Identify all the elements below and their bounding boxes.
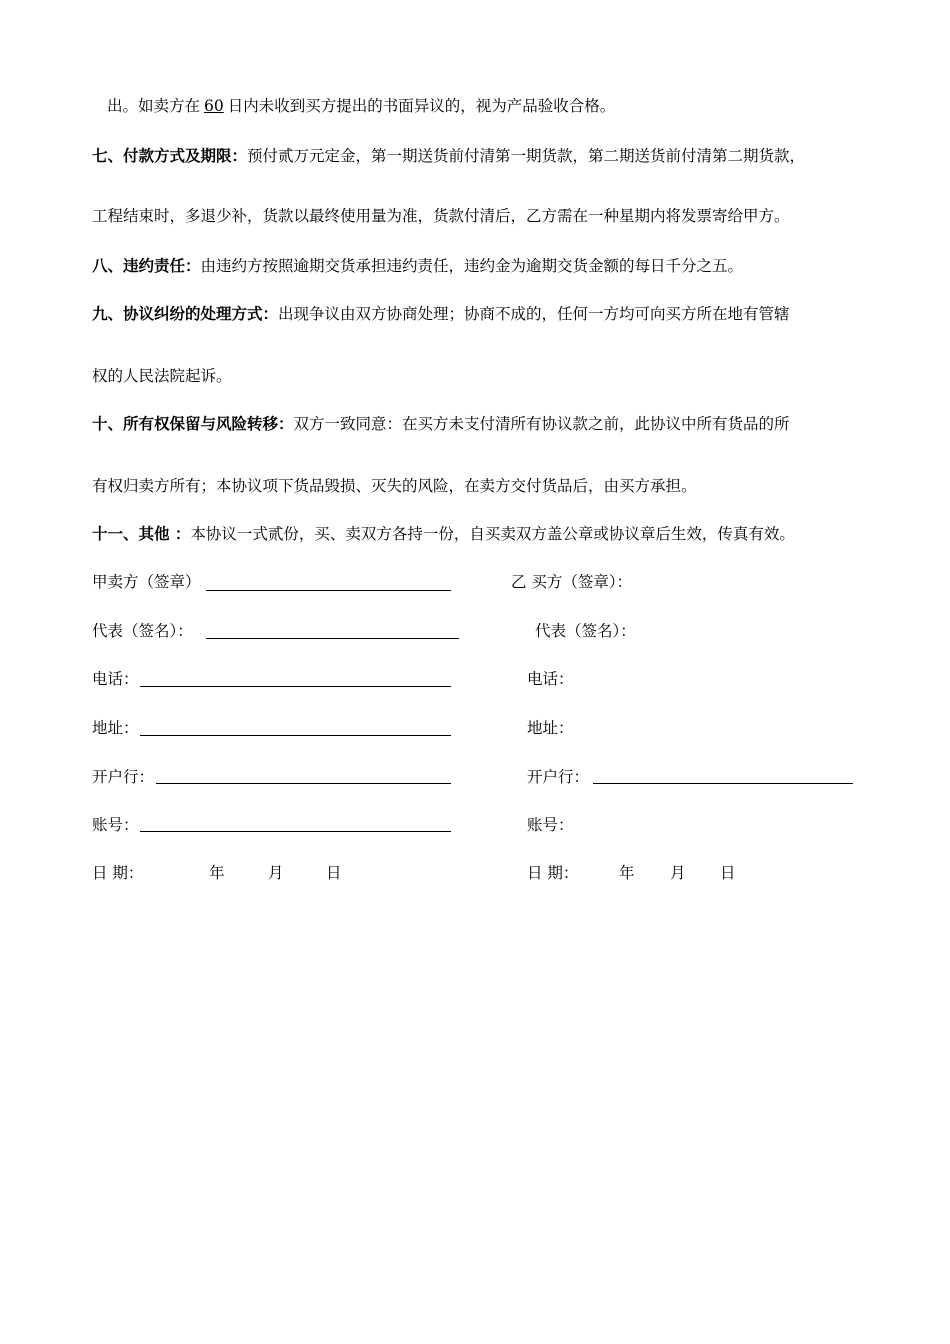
clause-6-text-pre: 出。如卖方在 bbox=[107, 97, 201, 115]
clause-9-text: 出现争议由双方协商处理；协商不成的，任何一方均可向买方所在地有管辖 bbox=[278, 305, 790, 323]
buyer-account-label: 账号： bbox=[527, 816, 574, 834]
clause-10 bbox=[92, 414, 790, 434]
seller-rep-line[interactable] bbox=[206, 638, 459, 639]
acceptance-days-value: 60 bbox=[204, 97, 224, 115]
clause-6-text-post: 日内未收到买方提出的书面异议的，视为产品验收合格。 bbox=[227, 97, 616, 115]
seller-rep-label: 代表（签名）： bbox=[92, 622, 193, 640]
clause-9-heading: 九、协议纠纷的处理方式： bbox=[92, 305, 279, 323]
clause-6-continuation bbox=[107, 96, 615, 116]
clause-8-heading: 八、违约责任： bbox=[92, 257, 201, 275]
clause-11-text: 本协议一式贰份，买、卖双方各持一份，自买卖双方盖公章或协议章后生效，传真有效。 bbox=[190, 525, 795, 543]
buyer-date-day: 日 bbox=[720, 864, 736, 882]
clause-10-text: 双方一致同意：在买方未支付清所有协议款之前，此协议中所有货品的所 bbox=[293, 415, 790, 433]
buyer-signature-label: 乙 买方（签章）： bbox=[511, 573, 633, 591]
clause-7-text: 预付贰万元定金，第一期送货前付清第一期货款，第二期送货前付清第二期货款， bbox=[247, 147, 806, 165]
buyer-rep-label: 代表（签名）： bbox=[535, 622, 636, 640]
buyer-date-month: 月 bbox=[670, 864, 686, 882]
seller-phone-label: 电话： bbox=[92, 670, 139, 688]
buyer-date-label: 日 期： bbox=[527, 864, 579, 882]
buyer-bank-label: 开户行： bbox=[527, 768, 590, 786]
seller-address-label: 地址： bbox=[92, 719, 139, 737]
clause-8 bbox=[92, 256, 743, 276]
seller-date-label: 日 期： bbox=[92, 864, 144, 882]
clause-7-line2: 工程结束时，多退少补，货款以最终使用量为准，货款付清后，乙方需在一种星期内将发票寄给甲方。 bbox=[92, 207, 790, 225]
clause-7-heading: 七、付款方式及期限： bbox=[92, 147, 248, 165]
clause-7 bbox=[92, 146, 805, 166]
buyer-address-label: 地址： bbox=[527, 719, 574, 737]
clause-9 bbox=[92, 304, 790, 324]
seller-date-month: 月 bbox=[268, 864, 284, 882]
seller-account-line[interactable] bbox=[140, 831, 451, 832]
seller-phone-line[interactable] bbox=[140, 686, 451, 687]
buyer-phone-label: 电话： bbox=[527, 670, 574, 688]
seller-address-line[interactable] bbox=[140, 735, 451, 736]
clause-10-line2: 有权归卖方所有；本协议项下货品毁损、灭失的风险，在卖方交付货品后，由买方承担。 bbox=[92, 477, 697, 495]
seller-date-day: 日 bbox=[326, 864, 342, 882]
seller-bank-line[interactable] bbox=[156, 783, 451, 784]
seller-signature-line[interactable] bbox=[206, 590, 451, 591]
clause-11 bbox=[92, 524, 795, 544]
seller-account-label: 账号： bbox=[92, 816, 139, 834]
seller-date-year: 年 bbox=[209, 864, 225, 882]
clause-11-heading: 十一、其他 ： bbox=[92, 525, 191, 543]
seller-signature-label: 甲卖方（签章） bbox=[92, 573, 201, 591]
clause-10-heading: 十、所有权保留与风险转移： bbox=[92, 415, 294, 433]
buyer-date-year: 年 bbox=[619, 864, 635, 882]
buyer-bank-line[interactable] bbox=[593, 783, 853, 784]
seller-bank-label: 开户行： bbox=[92, 768, 155, 786]
clause-9-line2: 权的人民法院起诉。 bbox=[92, 367, 232, 385]
clause-8-text: 由违约方按照逾期交货承担违约责任，违约金为逾期交货金额的每日千分之五。 bbox=[200, 257, 744, 275]
